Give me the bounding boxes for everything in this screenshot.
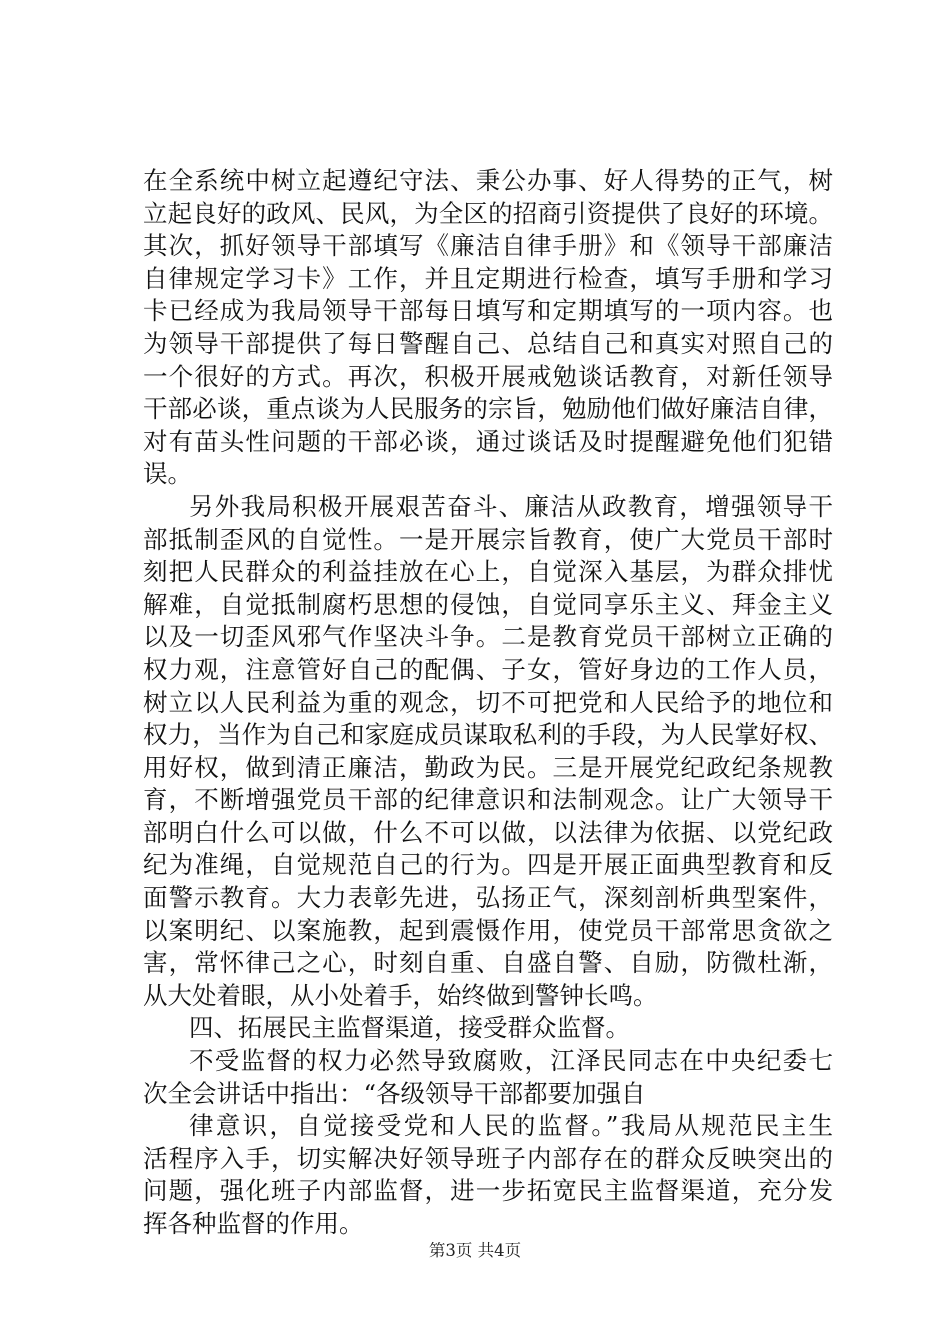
text-line: 解难，自觉抵制腐朽思想的侵蚀，自觉同享乐主义、拜金主义: [143, 589, 833, 619]
text-line: 活程序入手，切实解决好领导班子内部存在的群众反映突出的: [143, 1143, 833, 1173]
text-line: 以案明纪、以案施教，起到震慑作用，使党员干部常思贪欲之: [143, 915, 833, 945]
text-line: 在全系统中树立起遵纪守法、秉公办事、好人得势的正气，树: [143, 166, 833, 195]
text-line: 害，常怀律己之心，时刻自重、自盛自警、自励，防微杜渐，: [143, 948, 833, 978]
text-line: 以及一切歪风邪气作坚决斗争。二是教育党员干部树立正确的: [143, 622, 833, 652]
text-line: 从大处着眼，从小处着手，始终做到警钟长鸣。: [143, 980, 658, 1010]
text-line: 刻把人民群众的利益挂放在心上，自觉深入基层，为群众排忧: [143, 557, 833, 587]
text-line: 一个很好的方式。再次，积极开展戒勉谈话教育，对新任领导: [143, 361, 833, 391]
text-line: 部抵制歪风的自觉性。一是开展宗旨教育，使广大党员干部时: [143, 524, 833, 554]
text-line: 误。: [143, 459, 192, 489]
text-line: 用好权，做到清正廉洁，勤政为民。三是开展党纪政纪条规教: [143, 752, 833, 782]
text-line: 卡已经成为我局领导干部每日填写和定期填写的一项内容。也: [143, 296, 833, 326]
text-line: 树立以人民利益为重的观念，切不可把党和人民给予的地位和: [143, 687, 833, 717]
text-line: 自律规定学习卡》工作，并且定期进行检查，填写手册和学习: [143, 263, 833, 293]
text-line: 干部必谈，重点谈为人民服务的宗旨，勉励他们做好廉洁自律，: [143, 394, 833, 424]
text-line: 权力，当作为自己和家庭成员谋取私利的手段，为人民掌好权、: [143, 720, 833, 750]
document-body: [143, 165, 833, 1241]
text-line: 四、拓展民主监督渠道，接受群众监督。: [189, 1013, 630, 1043]
text-line: 不受监督的权力必然导致腐败，江泽民同志在中央纪委七: [189, 1046, 833, 1076]
page-footer: 第3页 共4页: [428, 1241, 522, 1260]
text-line: 育，不断增强党员干部的纪律意识和法制观念。让广大领导干: [143, 785, 833, 815]
text-line: 面警示教育。大力表彰先进，弘扬正气，深刻剖析典型案件，: [143, 883, 833, 913]
text-line: 律意识，自觉接受党和人民的监督。”我局从规范民主生: [189, 1111, 833, 1141]
text-line: 其次，抓好领导干部填写《廉洁自律手册》和《领导干部廉洁: [143, 231, 833, 261]
text-line: 为领导干部提供了每日警醒自己、总结自己和真实对照自己的: [143, 328, 833, 358]
text-line: 另外我局积极开展艰苦奋斗、廉洁从政教育，增强领导干: [189, 491, 833, 521]
text-line: 次全会讲话中指出：“各级领导干部都要加强自: [143, 1078, 646, 1108]
text-line: 立起良好的政风、民风，为全区的招商引资提供了良好的环境。: [143, 198, 833, 228]
text-line: 问题，强化班子内部监督，进一步拓宽民主监督渠道，充分发: [143, 1176, 833, 1206]
text-line: 部明白什么可以做，什么不可以做，以法律为依据、以党纪政: [143, 817, 833, 847]
text-line: 挥各种监督的作用。: [143, 1209, 364, 1238]
text-line: 对有苗头性问题的干部必谈，通过谈话及时提醒避免他们犯错: [143, 426, 833, 456]
text-line: 权力观，注意管好自己的配偶、子女，管好身边的工作人员，: [143, 654, 833, 684]
text-line: 纪为准绳，自觉规范自己的行为。四是开展正面典型教育和反: [143, 850, 833, 880]
